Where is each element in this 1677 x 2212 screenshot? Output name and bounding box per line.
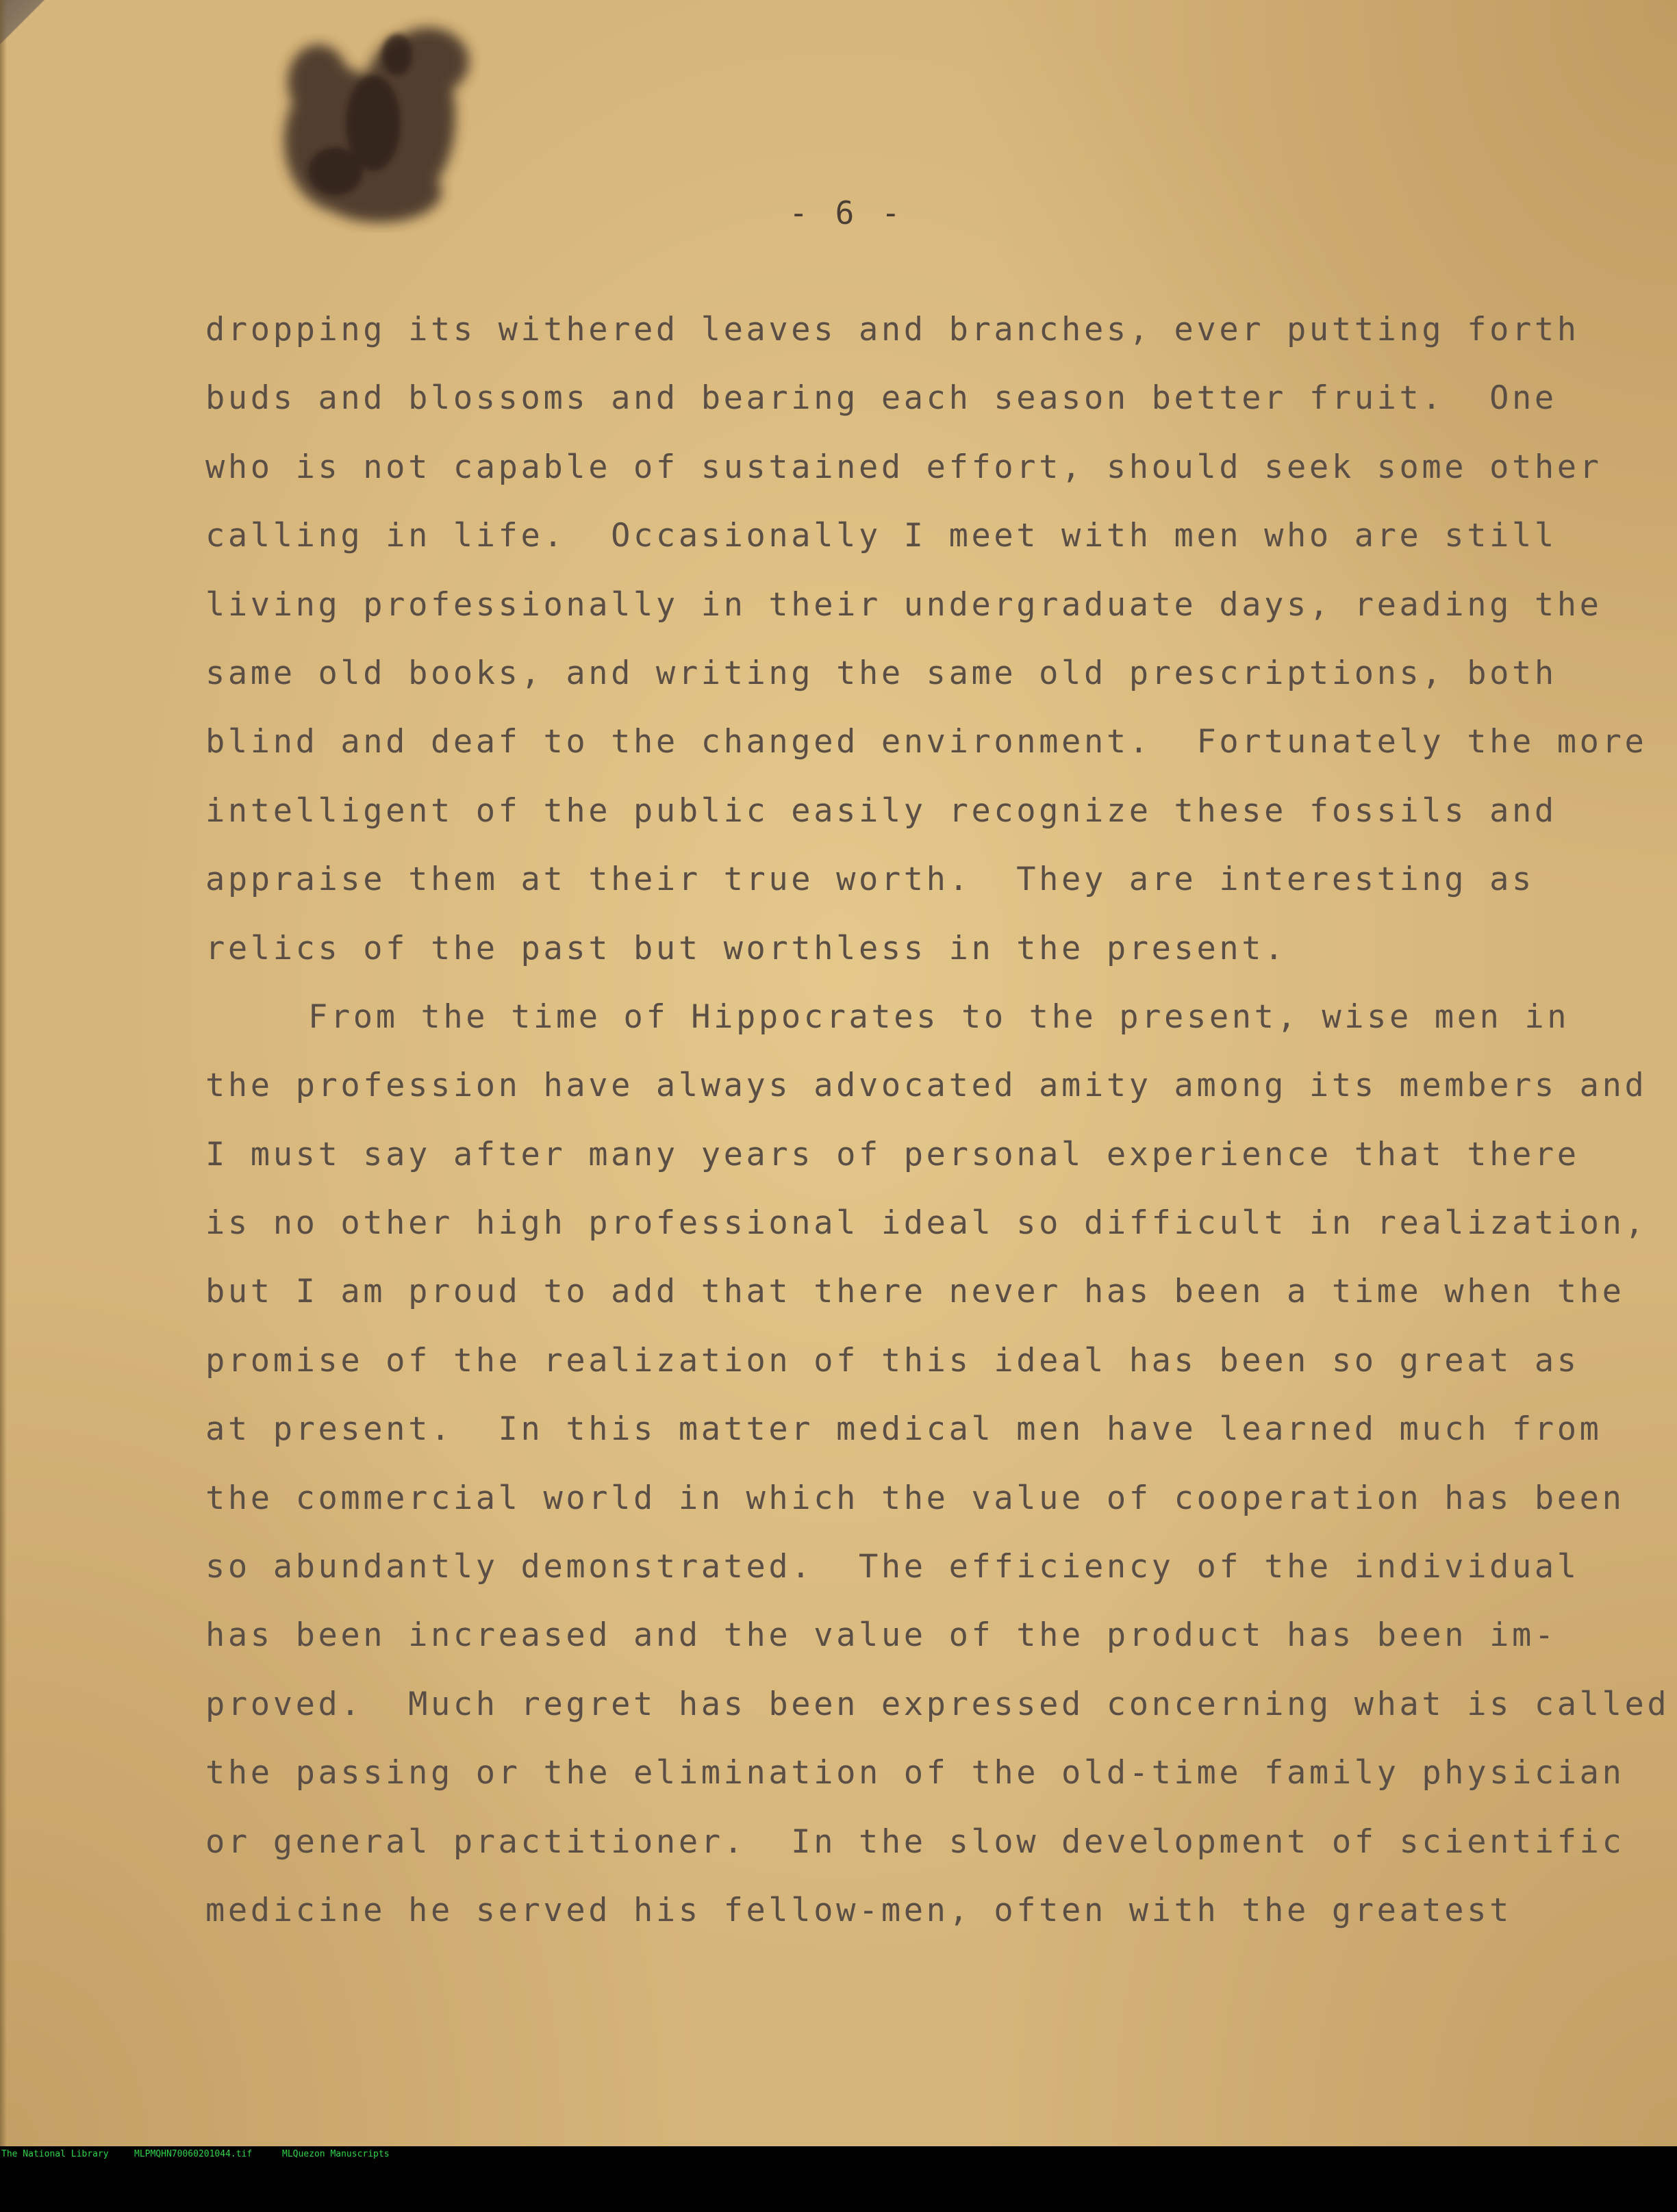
text-line: living professionally in their undergraduate days, reading the [205, 585, 1602, 624]
footer-collection: MLQuezon Manuscripts [282, 2149, 390, 2159]
text-line: who is not capable of sustained effort, should seek some other [205, 448, 1602, 486]
text-line: I must say after many years of personal experience that there [205, 1135, 1580, 1173]
text-line: buds and blossoms and bearing each season better fruit. One [205, 379, 1557, 418]
text-line: same old books, and writing the same old prescriptions, both [205, 654, 1557, 692]
text-line: calling in life. Occasionally I meet with men who are still [205, 517, 1557, 555]
text-line: blind and deaf to the changed environment. Fortunately the more [205, 723, 1648, 761]
text-line: at present. In this matter medical men have learned much from [205, 1410, 1602, 1449]
text-line: has been increased and the value of the product has been im- [205, 1616, 1557, 1655]
text-line: the passing or the elimination of the old-time family physician [205, 1754, 1625, 1792]
text-line: dropping its withered leaves and branches, ever putting forth [205, 311, 1580, 348]
text-line: so abundantly demonstrated. The efficiency of the individual [205, 1548, 1580, 1586]
text-line: promise of the realization of this ideal has been so great as [205, 1341, 1580, 1380]
footer-library: The National Library [1, 2149, 109, 2159]
text-line: but I am proud to add that there never has been a time when the [205, 1273, 1625, 1311]
text-line: proved. Much regret has been expressed concerning what is called [205, 1685, 1670, 1723]
text-line: From the time of Hippocrates to the present, wise men in [308, 997, 1570, 1036]
text-line: medicine he served his fellow-men, often with the greatest [205, 1891, 1512, 1929]
text-line: is no other high professional ideal so difficult in realization, [205, 1204, 1648, 1243]
typed-body-text [205, 296, 1670, 1945]
text-line: appraise them at their true worth. They are interesting as [205, 861, 1535, 899]
folded-corner [0, 0, 48, 62]
scan-footer [0, 2146, 1677, 2163]
paper-edge-shadow [0, 0, 7, 2146]
page-number: - 6 - [789, 194, 905, 231]
text-line: or general practitioner. In the slow development of scientific [205, 1822, 1625, 1861]
text-line: the commercial world in which the value of cooperation has been [205, 1479, 1625, 1517]
text-line: intelligent of the public easily recognize these fossils and [205, 791, 1557, 830]
text-line: the profession have always advocated amity among its members and [205, 1067, 1648, 1105]
text-line: relics of the past but worthless in the present. [205, 929, 1287, 967]
footer-filename: MLPMQHN70060201044.tif [134, 2149, 253, 2159]
